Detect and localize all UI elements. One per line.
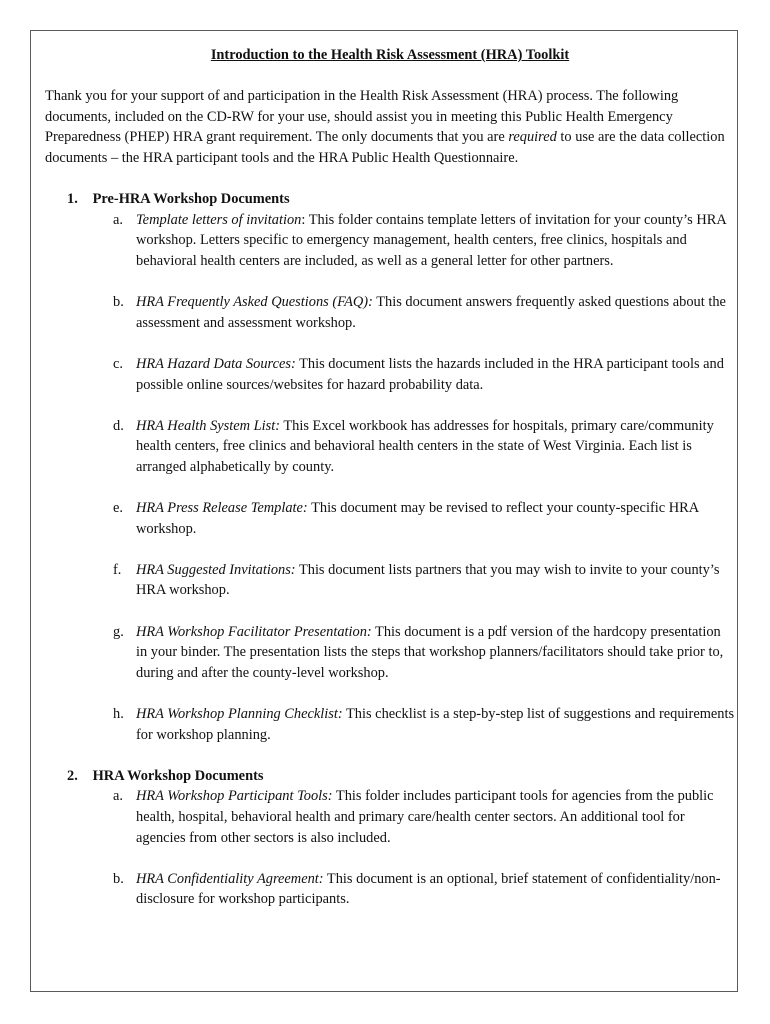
intro-text-1: Thank you for your support of and participation in the Health Risk Assessment (HRA) process. The following documents, included on the CD-RW for your use, should assist you in meeting this Public Health Emergency Preparedness (PHEP) HRA grant requirement. The only documents that you are: [45, 88, 679, 146]
section-number: 2.: [67, 767, 78, 784]
item-letter: g.: [113, 623, 124, 640]
item-list: [45, 786, 735, 910]
list-item: [45, 416, 735, 478]
item-letter: a.: [113, 211, 123, 228]
list-item: [45, 292, 735, 333]
item-name: Template letters of invitation: [136, 211, 302, 228]
item-text: This checklist is a step-by-step list of suggestions and requirements for workshop planning.: [136, 706, 735, 743]
list-item: [45, 560, 735, 601]
document-body: [45, 45, 735, 910]
item-text: This folder includes participant tools for agencies from the public health, hospital, behavioral health and primary care/health center sectors. An additional tool for agencies from other sectors is also included.: [136, 788, 714, 846]
list-item: [45, 704, 735, 745]
item-text: This folder contains template letters of invitation for your county’s HRA workshop. Letters specific to emergency management, health centers, free clinics, hospitals and behavioral health centers are included, as well as a general letter for other partners.: [136, 211, 726, 269]
section-heading: [67, 766, 735, 787]
list-item: [45, 210, 735, 272]
section-pre-hra: [45, 189, 735, 745]
list-item: [45, 354, 735, 395]
item-list: [45, 210, 735, 745]
item-text: This document answers frequently asked questions about the assessment and assessment workshop.: [136, 294, 726, 331]
item-letter: d.: [113, 417, 124, 434]
item-letter: a.: [113, 788, 123, 805]
item-letter: f.: [113, 561, 122, 578]
item-text: This document is an optional, brief statement of confidentiality/non-disclosure for workshop participants.: [136, 870, 721, 908]
item-name: HRA Workshop Participant Tools:: [136, 788, 333, 805]
intro-text-2: to use are the data collection documents – the HRA participant tools and the HRA Public Health Questionnaire.: [45, 129, 725, 166]
section-hra-workshop: [45, 766, 735, 910]
item-name: HRA Suggested Invitations:: [136, 561, 296, 578]
document-title: Introduction to the Health Risk Assessment (HRA) Toolkit: [210, 47, 570, 63]
item-name: HRA Hazard Data Sources:: [136, 355, 296, 372]
item-name: HRA Press Release Template:: [136, 500, 308, 517]
item-letter: b.: [113, 870, 124, 887]
item-name: HRA Health System List:: [136, 417, 281, 434]
list-item: [45, 786, 735, 848]
intro-paragraph: [45, 86, 735, 168]
list-item: [45, 869, 735, 910]
item-name: HRA Workshop Facilitator Presentation:: [136, 623, 372, 640]
section-number: 1.: [67, 191, 78, 208]
intro-emphasis: required: [508, 129, 557, 146]
item-letter: e.: [113, 500, 123, 517]
item-letter: c.: [113, 355, 123, 372]
item-text: This document lists the hazards included in the HRA participant tools and possible online sources/websites for hazard probability data.: [136, 355, 724, 393]
item-letter: h.: [113, 706, 124, 722]
item-text: This document may be revised to reflect your county-specific HRA workshop.: [136, 500, 699, 537]
list-item: [45, 498, 735, 539]
item-text: This Excel workbook has addresses for hospitals, primary care/community health centers, free clinics and behavioral health centers in the state of West Virginia. Each list is arranged alphabetically by county.: [136, 417, 714, 475]
item-text: This document is a pdf version of the hardcopy presentation in your binder. The presentation lists the steps that workshop planners/facilitators should take prior to, during and after the county-level workshop.: [136, 623, 724, 681]
item-name: HRA Confidentiality Agreement:: [136, 870, 324, 887]
item-letter: b.: [113, 294, 124, 311]
item-sep: :: [301, 211, 309, 228]
section-heading: [67, 189, 735, 210]
item-text: This document lists partners that you may wish to invite to your county’s HRA workshop.: [136, 561, 720, 599]
section-title: Pre-HRA Workshop Documents: [92, 191, 290, 208]
item-name: HRA Frequently Asked Questions (FAQ):: [136, 294, 373, 311]
item-name: HRA Workshop Planning Checklist:: [136, 706, 343, 722]
section-title: HRA Workshop Documents: [92, 767, 264, 784]
list-item: [45, 622, 735, 684]
